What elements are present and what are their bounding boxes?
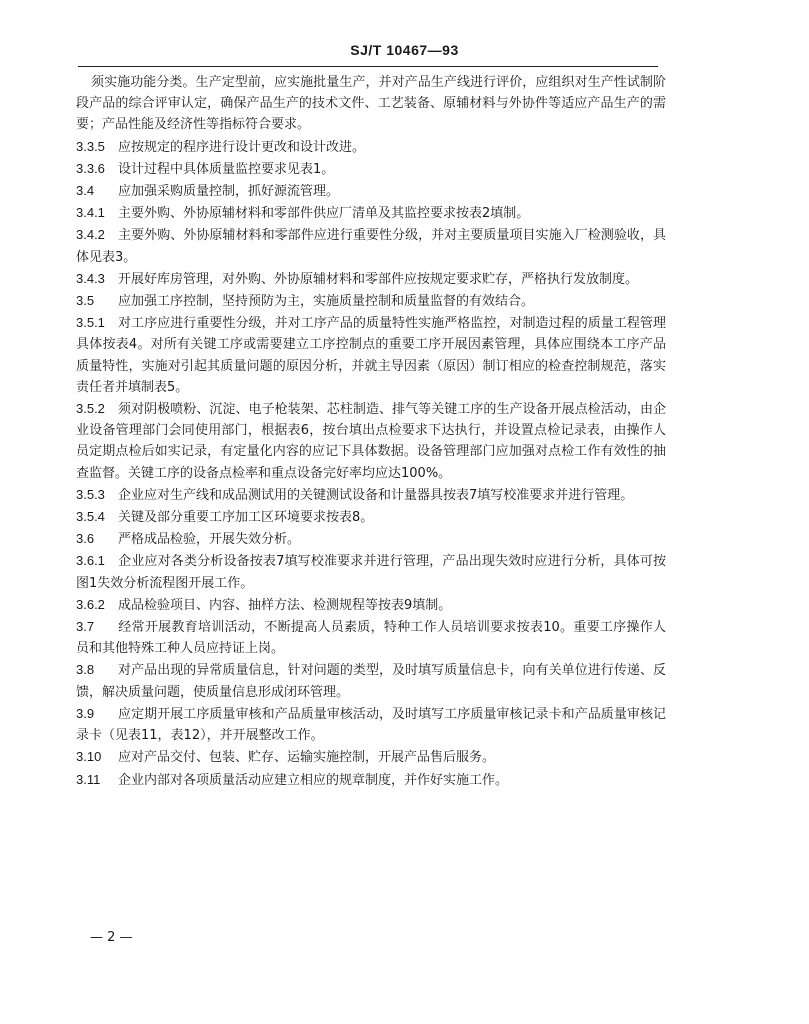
clause-number: 3.6	[76, 531, 95, 547]
clause-number: 3.5.4	[76, 509, 105, 525]
clause-text: 关键及部分重要工序加工区环境要求按表8。	[118, 510, 374, 526]
clause-number: 3.4.2	[76, 227, 105, 243]
paragraph-continuation	[76, 72, 666, 136]
clause-3-8	[76, 659, 666, 702]
clause-number: 3.6.2	[76, 596, 105, 612]
clause-3-4-1	[76, 202, 666, 224]
clause-3-3-6	[76, 158, 666, 180]
clause-3-5-3	[76, 484, 666, 506]
clause-number: 3.6.1	[76, 553, 105, 569]
clause-3-5-4	[76, 506, 666, 528]
clause-text: 应按规定的程序进行设计更改和设计改进。	[118, 139, 366, 155]
clause-text: 企业应对各类分析设备按表7填写校准要求并进行管理，产品出现失效时应进行分析，具体可按图1失效分析流程图开展工作。	[76, 554, 666, 591]
clause-number: 3.4	[76, 183, 95, 199]
clause-text: 对工序应进行重要性分级，并对工序产品的质量特性实施严格监控，对制造过程的质量工程管理具体按表4。对所有关键工序或需要建立工序控制点的重要工序开展因素管理，具体应围绕本工序产品质量特性，实施对引起其质量问题的原因分析，并就主导因素（原因）制订相应的检查控制规范，落实责任者并填制表5。	[76, 316, 666, 395]
clause-number: 3.5	[76, 293, 95, 309]
clause-3-4-2	[76, 224, 666, 267]
clause-3-5	[76, 290, 666, 312]
clause-3-7	[76, 616, 666, 659]
clause-text: 成品检验项目、内容、抽样方法、检测规程等按表9填制。	[118, 597, 452, 613]
clause-text: 对产品出现的异常质量信息，针对问题的类型，及时填写质量信息卡，向有关单位进行传递、反馈，解决质量问题，使质量信息形成闭环管理。	[76, 663, 666, 700]
clause-number: 3.3.6	[76, 160, 105, 176]
clause-text: 应加强采购质量控制，抓好源流管理。	[118, 184, 340, 200]
clause-number: 3.5.1	[76, 315, 105, 331]
header-rule	[78, 66, 658, 67]
clause-3-4	[76, 180, 666, 202]
document-code-header: SJ/T 10467—93	[350, 42, 459, 58]
clause-text: 主要外购、外协原辅材料和零部件供应厂清单及其监控要求按表2填制。	[118, 206, 530, 222]
clause-text: 应定期开展工序质量审核和产品质量审核活动，及时填写工序质量审核记录卡和产品质量审核记录卡（见表11，表12），并开展整改工作。	[76, 706, 666, 744]
clause-text: 设计过程中具体质量监控要求见表1。	[118, 161, 335, 177]
clause-3-6-2	[76, 594, 666, 616]
clause-text: 企业应对生产线和成品测试用的关键测试设备和计量器具按表7填写校准要求并进行管理。	[118, 487, 634, 503]
document-body	[76, 72, 666, 791]
page-number: — 2 —	[90, 930, 133, 945]
clause-3-4-3	[76, 268, 666, 290]
clause-number: 3.9	[76, 705, 95, 721]
clause-text: 应对产品交付、包装、贮存、运输实施控制，开展产品售后服务。	[118, 750, 496, 766]
clause-number: 3.5.2	[76, 401, 105, 417]
clause-text: 应加强工序控制，坚持预防为主，实施质量控制和质量监督的有效结合。	[118, 294, 535, 310]
clause-3-5-1	[76, 312, 666, 398]
clause-3-3-5	[76, 136, 666, 158]
clause-text: 企业内部对各项质量活动应建立相应的规章制度，并作好实施工作。	[118, 772, 509, 788]
clause-3-9	[76, 703, 666, 746]
clause-3-5-2	[76, 398, 666, 484]
clause-number: 3.4.1	[76, 205, 105, 221]
clause-number: 3.3.5	[76, 138, 105, 154]
clause-number: 3.5.3	[76, 486, 105, 502]
clause-3-10	[76, 746, 666, 768]
clause-number: 3.4.3	[76, 270, 105, 286]
clause-3-6-1	[76, 550, 666, 593]
clause-3-11	[76, 769, 666, 791]
clause-number: 3.7	[76, 619, 95, 635]
clause-number: 3.10	[76, 749, 102, 765]
clause-text: 须对阴极喷粉、沉淀、电子枪装架、芯柱制造、排气等关键工序的生产设备开展点检活动，由企业设备管理部门会同使用部门，根据表6，按台填出点检要求下达执行，并设置点检记录表，由操作人员定期点检后如实记录，有定量化内容的应记下具体数据。设备管理部门应加强对点检工作有效性的抽查监督。关键工序的设备点检率和重点设备完好率均应达100%。	[76, 402, 666, 481]
clause-text: 严格成品检验，开展失效分析。	[118, 532, 301, 548]
clause-number: 3.8	[76, 662, 95, 678]
clause-text: 开展好库房管理，对外购、外协原辅材料和零部件应按规定要求贮存，严格执行发放制度。	[118, 271, 639, 287]
clause-3-6	[76, 528, 666, 550]
clause-number: 3.11	[76, 771, 101, 787]
clause-text: 经常开展教育培训活动，不断提高人员素质，特种工作人员培训要求按表10。重要工序操作人员和其他特殊工种人员应持证上岗。	[76, 620, 666, 657]
paragraph-text: 须实施功能分类。生产定型前，应实施批量生产，并对产品生产线进行评价，应组织对生产性试制阶段产品的综合评审认定，确保产品生产的技术文件、工艺装备、原辅材料与外协件等适应产品生产的需要；产品性能及经济性等指标符合要求。	[76, 75, 666, 133]
clause-text: 主要外购、外协原辅材料和零部件应进行重要性分级，并对主要质量项目实施入厂检测验收，具体见表3。	[76, 228, 666, 265]
